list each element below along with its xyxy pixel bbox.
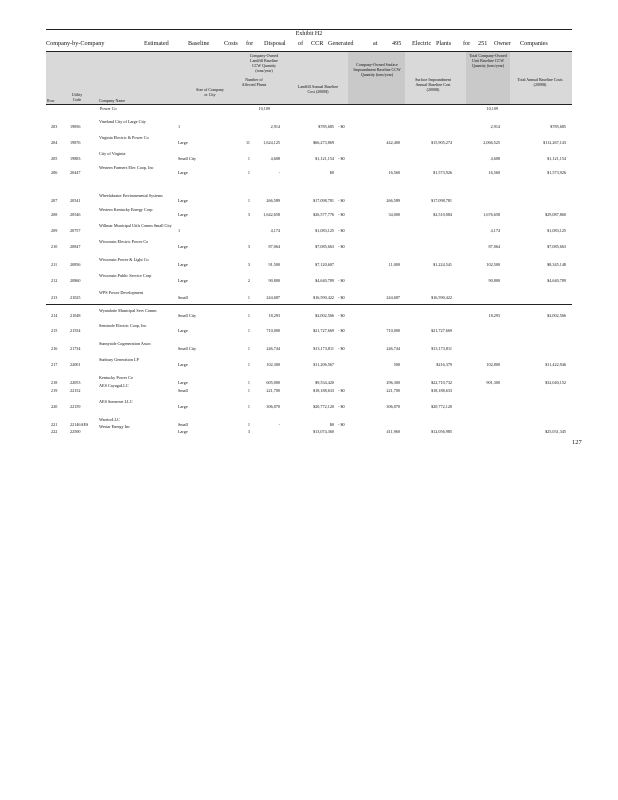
title-word: 251	[478, 40, 488, 47]
row-number: 205	[51, 156, 58, 161]
si-qty: 710,000	[386, 328, 400, 333]
company-name: Virginia Electric & Power Co	[99, 135, 149, 140]
affected-plants: 1	[247, 362, 250, 367]
total-qty: 2,914	[490, 124, 500, 129]
affected-plants: 2	[247, 278, 250, 283]
placeholder-dash: - $0	[338, 244, 345, 249]
company-size: Large	[178, 262, 188, 267]
header-size: Size of Company or City	[196, 87, 224, 97]
header-total-qty: Total Company-Owned Unit Baseline CCW Quantity (tons/year)	[469, 53, 507, 68]
title-word: of	[298, 40, 304, 47]
row-number: 212	[51, 278, 58, 283]
affected-plants: 3	[247, 262, 250, 267]
affected-plants: 11	[245, 140, 250, 145]
total-cost: $4,640,789	[547, 278, 566, 283]
page-number: 127	[572, 439, 582, 446]
affected-plants: 1	[247, 388, 250, 393]
utility-code: 20546	[70, 212, 81, 217]
placeholder-dash: - $0	[338, 198, 345, 203]
landfill-cost: $0	[329, 422, 334, 427]
utility-code: 21734	[70, 346, 81, 351]
utility-code: 22152	[70, 388, 81, 393]
utility-code: 22159	[70, 404, 81, 409]
affected-plants: 1	[247, 422, 250, 427]
company-name: Wisconsin Electric Power Co	[99, 239, 149, 244]
si-qty: 34,000	[388, 212, 400, 217]
company-size: Small	[178, 295, 188, 300]
si-qty: 411,960	[386, 429, 400, 434]
affected-plants: 3	[247, 212, 250, 217]
si-qty: 244,687	[386, 295, 400, 300]
company-name: Western Kentucky Energy Corp	[99, 207, 153, 212]
placeholder-dash: - $0	[338, 156, 345, 161]
si-cost: $12,056,985	[431, 429, 452, 434]
placeholder-dash: - $0	[338, 212, 345, 217]
affected-plants: 1	[247, 198, 250, 203]
row-number: 221	[51, 422, 58, 427]
placeholder-dash: - $0	[338, 228, 345, 233]
company-name: AES Somerset LLC	[99, 399, 133, 404]
landfill-cost: $1,121,154	[315, 156, 334, 161]
si-cost: $16,590,422	[431, 295, 452, 300]
title-word: at	[373, 40, 378, 47]
total-cost: $1,121,154	[547, 156, 566, 161]
total-qty: 18,293	[488, 313, 500, 318]
total-cost: $32,040,152	[545, 380, 566, 385]
affected-plants: 1	[247, 328, 250, 333]
section-rule	[46, 304, 572, 305]
utility-code: 20541	[70, 198, 81, 203]
row-number: 216	[51, 346, 58, 351]
landfill-cost: $11,206,567	[313, 362, 334, 367]
row-number: 213	[51, 295, 58, 300]
placeholder-dash: - $0	[338, 328, 345, 333]
company-name: Seminole Electric Coop, Inc	[99, 323, 147, 328]
utility-code: 19883	[70, 156, 81, 161]
si-qty: 296,300	[386, 380, 400, 385]
company-size: Large	[178, 328, 188, 333]
landfill-qty: 1,642,658	[263, 212, 280, 217]
header-plants: Number of Affected Plants	[241, 77, 267, 87]
title-word: Plants	[436, 40, 452, 47]
si-cost: $15,905,274	[431, 140, 452, 145]
table-title	[46, 40, 572, 50]
landfill-cost: $18,188,633	[313, 388, 334, 393]
landfill-qty: 266,589	[266, 198, 280, 203]
company-size: Small City	[178, 156, 197, 161]
company-size: Large	[178, 429, 188, 434]
company-name: Sunnyside Cogeneration Assoc	[99, 341, 152, 346]
affected-plants: 3	[247, 244, 250, 249]
si-qty: 221,700	[386, 388, 400, 393]
total-cost: $2,002,566	[547, 313, 566, 318]
row-number: 206	[51, 170, 58, 175]
utility-code: 20847	[70, 244, 81, 249]
title-word: Owner	[494, 40, 511, 47]
utility-code: 22500	[70, 429, 81, 434]
placeholder-dash: - $0	[338, 404, 345, 409]
total-qty: 90,800	[488, 278, 500, 283]
si-qty: 246,744	[386, 346, 400, 351]
si-qty: 11,000	[388, 262, 400, 267]
landfill-cost: $66,273,869	[313, 140, 334, 145]
company-name: AES CayugaLLC	[99, 383, 129, 388]
header-si-qty: Company-Owned Surface Impoundment Baseline CCW Quantity (tons/year)	[353, 62, 401, 77]
company-size: Large	[178, 140, 188, 145]
total-qty: 2,066,525	[483, 140, 500, 145]
landfill-cost: $21,727,669	[313, 328, 334, 333]
row-number: 215	[51, 328, 58, 333]
company-name: Willmar Municipal Utils Comm Small City	[99, 223, 172, 228]
company-size: 1	[178, 228, 181, 233]
company-name: Kentucky Power Co	[99, 375, 133, 380]
company-size: Large	[178, 404, 188, 409]
landfill-qty: 605,000	[266, 380, 280, 385]
row-number: 204	[51, 140, 58, 145]
row-number: 219	[51, 388, 58, 393]
total-cost: $11,422,946	[545, 362, 566, 367]
company-name: Wisconsin Power & Light Co	[99, 257, 149, 262]
header-bottom-rule	[46, 104, 572, 105]
affected-plants: 1	[247, 346, 250, 351]
landfill-cost: $16,590,422	[313, 295, 334, 300]
total-qty: 4,608	[490, 156, 500, 161]
placeholder-dash: - $0	[338, 346, 345, 351]
landfill-qty: 18,293	[268, 313, 280, 318]
header-utility-code: Utility Code	[71, 92, 83, 102]
title-word: 495	[392, 40, 402, 47]
company-name: Vineland City of Large City	[99, 119, 146, 124]
si-cost: $22,710,732	[431, 380, 452, 385]
company-size: Large	[178, 278, 188, 283]
si-cost: $1,224,541	[433, 262, 452, 267]
total-qty: 87,064	[488, 244, 500, 249]
total-cost: $1,573,926	[547, 170, 566, 175]
continuation-name: Power Co	[100, 106, 117, 111]
row-number: 220	[51, 404, 58, 409]
header-landfill-cost: Landfill Annual Baseline Cost (2000$)	[297, 84, 339, 94]
row-number: 217	[51, 362, 58, 367]
utility-code: 22001	[70, 362, 81, 367]
company-name: Sunbury Generation LP	[99, 357, 139, 362]
company-name: Wheelabrator Environmental Systems	[99, 193, 163, 198]
title-word: Disposal	[264, 40, 286, 47]
row-number: 210	[51, 244, 58, 249]
landfill-cost: $20,772,120	[313, 404, 334, 409]
si-cost: $13,173,811	[431, 346, 452, 351]
utility-code: 20856	[70, 262, 81, 267]
utility-code: 20860	[70, 278, 81, 283]
company-size: Large	[178, 170, 188, 175]
company-name: Western Farmers Elec Coop, Inc	[99, 165, 154, 170]
landfill-qty: 221,700	[266, 388, 280, 393]
landfill-cost: $9,534,420	[315, 380, 334, 385]
utility-code: 21048	[70, 313, 81, 318]
affected-plants: 1	[247, 404, 250, 409]
si-cost: $18,188,633	[431, 388, 452, 393]
row-number: 209	[51, 228, 58, 233]
title-word: CCR	[311, 40, 324, 47]
landfill-cost: $7,120,607	[315, 262, 334, 267]
header-company-name: Company Name	[99, 98, 126, 103]
total-cost: $112,267,143	[543, 140, 566, 145]
exhibit-label: Exhibit H2	[295, 31, 323, 37]
landfill-qty: -	[278, 170, 280, 175]
landfill-qty: 90,800	[268, 278, 280, 283]
landfill-cost: $26,577,776	[313, 212, 334, 217]
total-cost: $7,085,663	[547, 244, 566, 249]
affected-plants: 1	[247, 156, 250, 161]
utility-code: 22053	[70, 380, 81, 385]
company-size: Large	[178, 380, 188, 385]
landfill-cost: $17,098,781	[313, 198, 334, 203]
landfill-cost: $13,173,811	[313, 346, 334, 351]
si-cost: $17,098,781	[431, 198, 452, 203]
continuation-total-qty: 10,109	[486, 106, 498, 111]
landfill-qty: 246,744	[266, 346, 280, 351]
placeholder-dash: - $0	[338, 388, 345, 393]
si-qty: 266,589	[386, 198, 400, 203]
landfill-qty: -	[278, 422, 280, 427]
landfill-qty: 87,064	[268, 244, 280, 249]
header-row: Row	[47, 98, 55, 103]
title-word: Estimated	[144, 40, 169, 47]
company-name: WarriorLLC	[99, 417, 120, 422]
si-qty: 500	[393, 362, 400, 367]
affected-plants: 1	[247, 313, 250, 318]
si-cost: $216,379	[436, 362, 452, 367]
total-cost: $29,087,860	[545, 212, 566, 217]
company-size: Large	[178, 212, 188, 217]
total-qty: 1,676,658	[483, 212, 500, 217]
total-cost: $1,083,125	[547, 228, 566, 233]
placeholder-dash: - $0	[338, 422, 345, 427]
row-number: 208	[51, 212, 58, 217]
total-cost: $8,345,148	[547, 262, 566, 267]
company-name: Westar Energy Inc	[99, 424, 130, 429]
landfill-qty: 91,500	[268, 262, 280, 267]
si-qty: 306,070	[386, 404, 400, 409]
total-qty: 102,800	[486, 362, 500, 367]
landfill-qty: 4,608	[270, 156, 280, 161]
company-name: City of Virginia	[99, 151, 126, 156]
utility-code: 21554	[70, 328, 81, 333]
si-cost: $20,772,120	[431, 404, 452, 409]
landfill-cost: $0	[329, 170, 334, 175]
company-size: Small City	[178, 313, 197, 318]
landfill-cost: $2,002,566	[315, 313, 334, 318]
row-number: 211	[51, 262, 58, 267]
continuation-landfill-qty: 10,109	[258, 106, 270, 111]
placeholder-dash: - $0	[338, 278, 345, 283]
affected-plants: 1	[247, 170, 250, 175]
company-size: Large	[178, 362, 188, 367]
row-number: 207	[51, 198, 58, 203]
company-size: Large	[178, 198, 188, 203]
landfill-cost: $4,640,789	[315, 278, 334, 283]
landfill-cost: $1,083,125	[315, 228, 334, 233]
landfill-qty: 244,687	[266, 295, 280, 300]
title-word: Electric	[412, 40, 432, 47]
affected-plants: 3	[247, 429, 250, 434]
landfill-cost: $13,074,360	[313, 429, 334, 434]
title-word: Companies	[520, 40, 548, 47]
header-si-cost: Surface Impoundment Annual Baseline Cost (2000$)	[415, 77, 451, 92]
affected-plants: 1	[247, 295, 250, 300]
company-size: Small	[178, 422, 188, 427]
landfill-qty: 2,914	[270, 124, 280, 129]
header-landfill-qty: Company-Owned Landfill Baseline CCW Quantity (tons/year)	[249, 53, 279, 73]
company-name: Wisconsin Public Service Corp	[99, 273, 152, 278]
title-word: for	[463, 40, 471, 47]
utility-code: 19856	[70, 124, 81, 129]
header-total-cost: Total Annual Baseline Costs (2000$)	[517, 77, 563, 87]
si-cost: $2,510,084	[433, 212, 452, 217]
landfill-qty: 102,300	[266, 362, 280, 367]
placeholder-dash: - $0	[338, 313, 345, 318]
utility-code: 20757	[70, 228, 81, 233]
placeholder-dash: - $0	[338, 124, 345, 129]
company-size: Small	[178, 388, 188, 393]
title-word: Company-by-Company	[46, 40, 105, 47]
landfill-qty: 1,624,125	[263, 140, 280, 145]
row-number: 203	[51, 124, 58, 129]
utility-code: 19876	[70, 140, 81, 145]
utility-code: 20447	[70, 170, 81, 175]
si-qty: 16,560	[388, 170, 400, 175]
placeholder-dash: - $0	[338, 295, 345, 300]
top-rule	[46, 29, 572, 30]
title-word: Baseline	[188, 40, 210, 47]
row-number: 214	[51, 313, 58, 318]
landfill-qty: 4,174	[270, 228, 280, 233]
landfill-cost: $7,085,663	[315, 244, 334, 249]
total-cost: $25,031,345	[545, 429, 566, 434]
si-qty: 442,400	[386, 140, 400, 145]
total-qty: 901,300	[486, 380, 500, 385]
landfill-qty: 710,000	[266, 328, 280, 333]
row-number: 218	[51, 380, 58, 385]
total-qty: 4,174	[490, 228, 500, 233]
company-name: Wyandotte Municipal Serv Comm	[99, 308, 157, 313]
header-shade-si	[348, 52, 405, 104]
row-number: 222	[51, 429, 58, 434]
company-size: 1	[178, 124, 181, 129]
company-size: Small City	[178, 346, 197, 351]
utility-code: 22146AES	[70, 422, 89, 427]
company-name: WPS Power Development	[99, 290, 143, 295]
si-cost: $1,573,926	[433, 170, 452, 175]
title-word: Costs	[224, 40, 238, 47]
landfill-qty: 306,070	[266, 404, 280, 409]
si-cost: $21,727,669	[431, 328, 452, 333]
total-qty: 16,560	[488, 170, 500, 175]
utility-code: 21025	[70, 295, 81, 300]
total-qty: 102,500	[486, 262, 500, 267]
title-word: for	[246, 40, 254, 47]
company-size: Large	[178, 244, 188, 249]
title-word: Generated	[328, 40, 354, 47]
landfill-cost: $785,685	[318, 124, 334, 129]
affected-plants: 1	[247, 380, 250, 385]
total-cost: $785,685	[550, 124, 566, 129]
